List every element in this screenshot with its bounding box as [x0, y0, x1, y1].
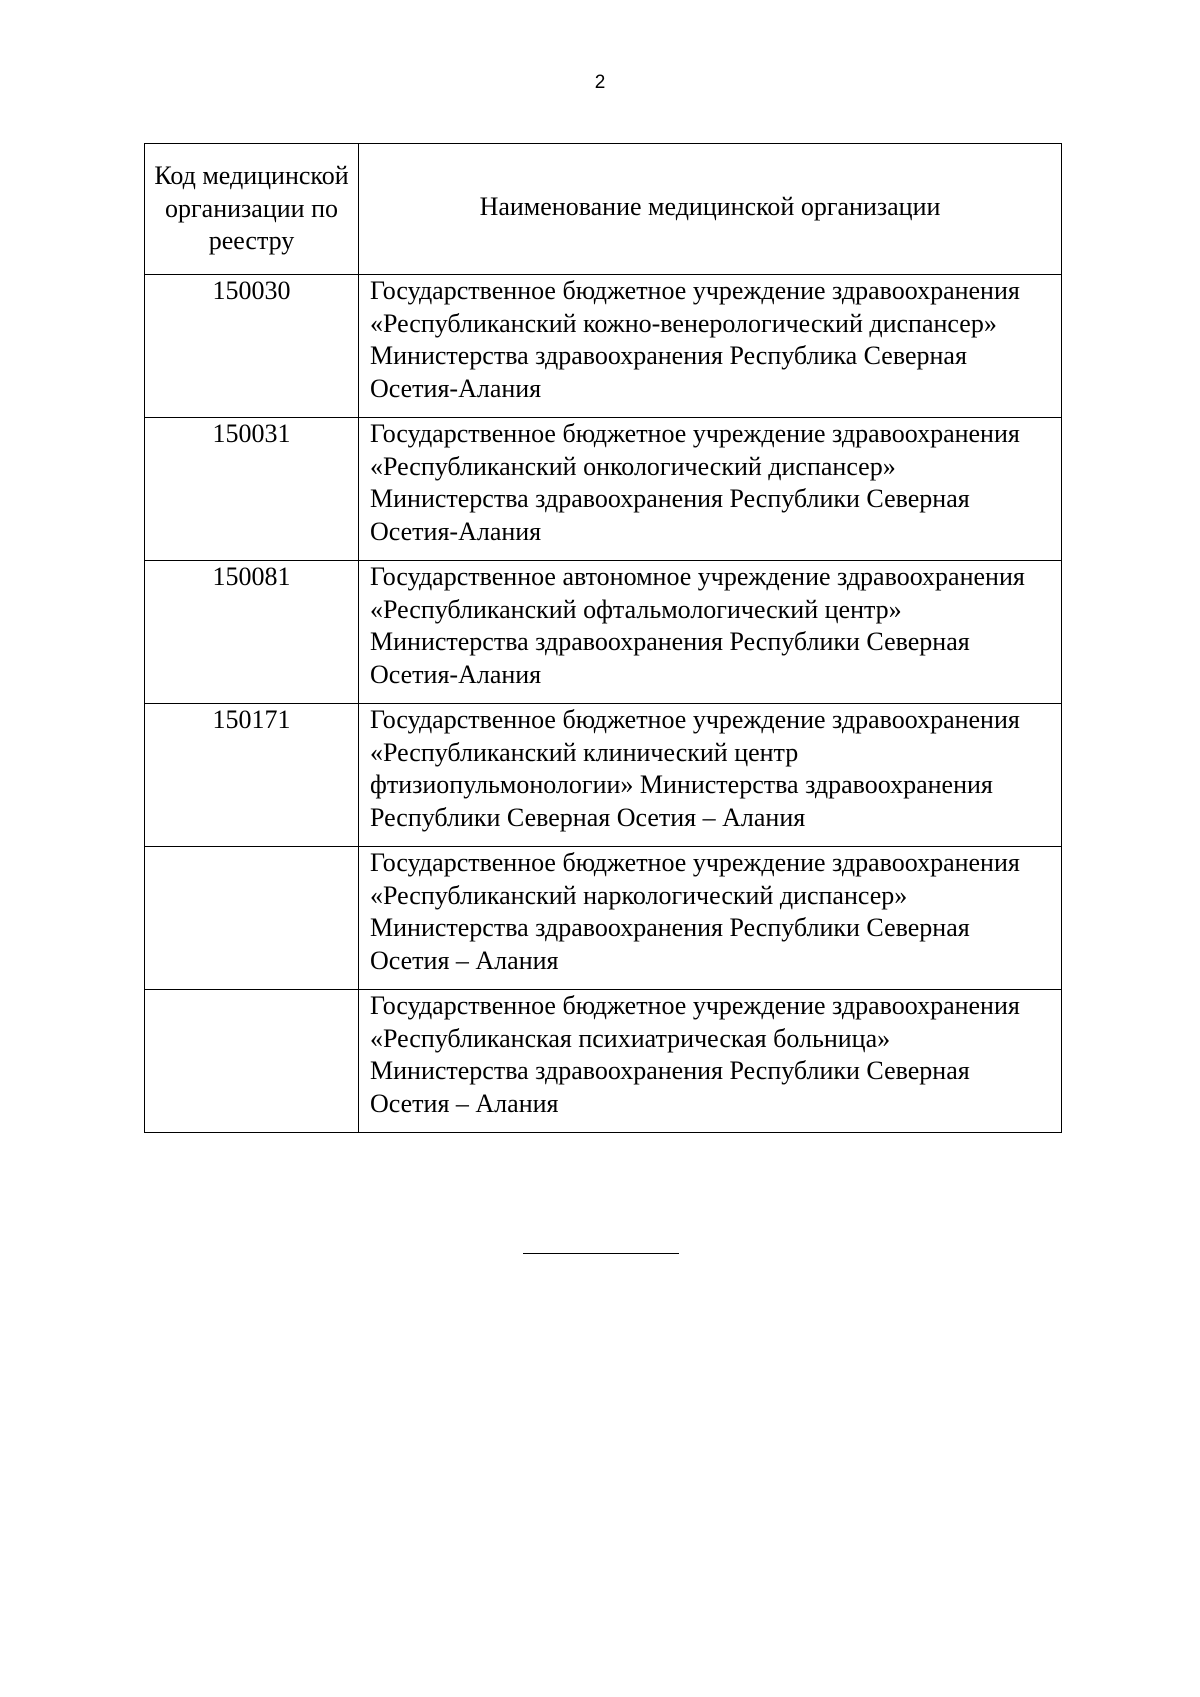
org-name: Государственное бюджетное учреждение здравоохранения «Республиканский наркологический диспансер» Министерства здравоохранения Республики Северная Осетия – Алания	[359, 847, 1062, 990]
column-header-name: Наименование медицинской организации	[359, 144, 1062, 275]
org-code	[145, 990, 359, 1133]
table-header-row	[145, 144, 1062, 275]
org-name: Государственное автономное учреждение здравоохранения «Республиканский офтальмологический центр» Министерства здравоохранения Республики Северная Осетия-Алания	[359, 561, 1062, 704]
org-name: Государственное бюджетное учреждение здравоохранения «Республиканский онкологический диспансер» Министерства здравоохранения Республики Северная Осетия-Алания	[359, 418, 1062, 561]
table-row	[145, 561, 1062, 704]
org-code: 150081	[145, 561, 359, 704]
org-name: Государственное бюджетное учреждение здравоохранения «Республиканский клинический центр фтизиопульмонологии» Министерства здравоохранения Республики Северная Осетия – Алания	[359, 704, 1062, 847]
page-number: 2	[594, 72, 606, 93]
org-code	[145, 847, 359, 990]
org-code: 150031	[145, 418, 359, 561]
table-row	[145, 275, 1062, 418]
registry-table	[144, 143, 1062, 1133]
column-header-code: Код медицинской организации по реестру	[145, 144, 359, 275]
table-row	[145, 990, 1062, 1133]
table-row	[145, 847, 1062, 990]
org-code: 150171	[145, 704, 359, 847]
org-name: Государственное бюджетное учреждение здравоохранения «Республиканская психиатрическая больница» Министерства здравоохранения Республики Северная Осетия – Алания	[359, 990, 1062, 1133]
table-row	[145, 704, 1062, 847]
closing-divider	[523, 1253, 679, 1254]
table-row	[145, 418, 1062, 561]
org-name: Государственное бюджетное учреждение здравоохранения «Республиканский кожно-венерологический диспансер» Министерства здравоохранения Республика Северная Осетия-Алания	[359, 275, 1062, 418]
org-code: 150030	[145, 275, 359, 418]
